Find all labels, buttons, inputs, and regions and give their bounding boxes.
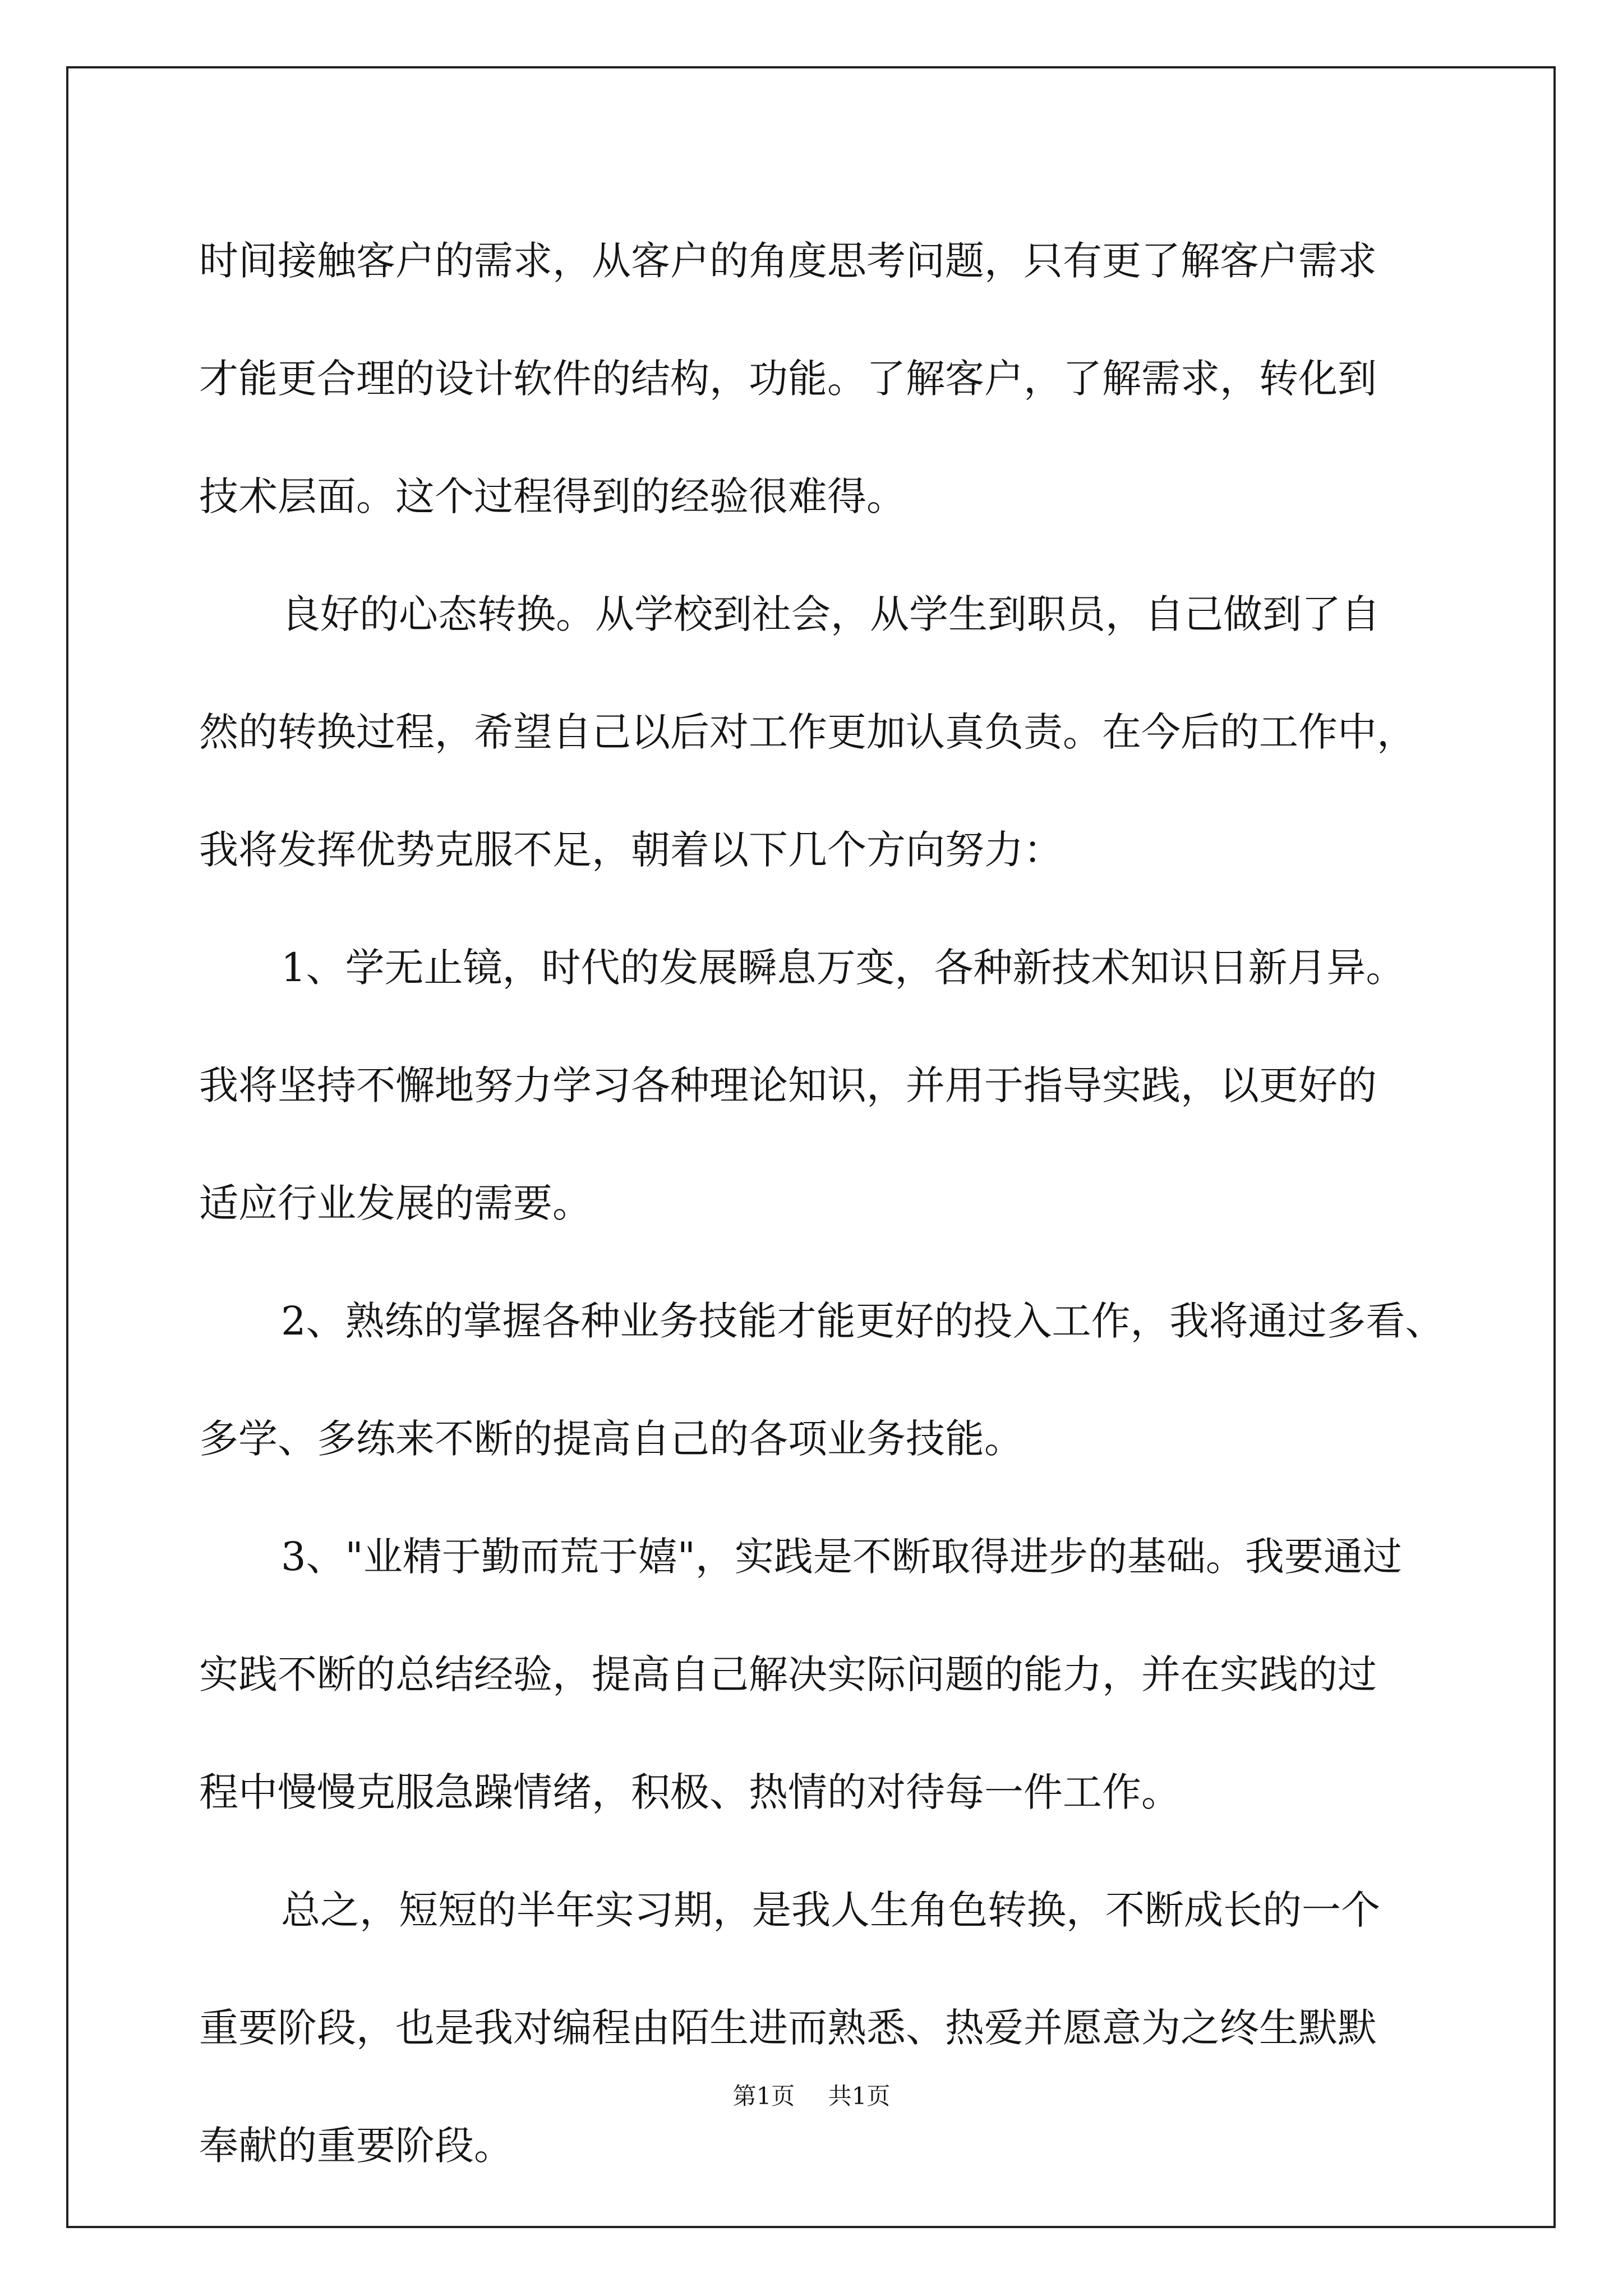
paragraph	[199, 202, 1433, 555]
page-footer	[0, 2078, 1623, 2111]
text-line: 才能更合理的设计软件的结构，功能。了解客户，了解需求，转化到	[199, 356, 1377, 402]
page-number: 第1页	[732, 2082, 795, 2110]
text-line: 适应行业发展的需要。	[199, 1180, 592, 1226]
document-body	[199, 202, 1445, 2205]
text-line: 重要阶段，也是我对编程由陌生进而熟悉、热爱并愿意为之终生默默	[199, 2005, 1377, 2051]
text-line: 然的转换过程，希望自己以后对工作更加认真负责。在今后的工作中，	[199, 709, 1416, 755]
paragraph	[199, 1851, 1433, 2205]
text-line: 实践不断的总结经验，提高自己解决实际问题的能力，并在实践的过	[199, 1651, 1377, 1697]
text-line: 3、"业精于勤而荒于嬉"，实践是不断取得进步的基础。我要通过	[281, 1534, 1402, 1580]
text-line: 时间接触客户的需求，从客户的角度思考问题，只有更了解客户需求	[199, 238, 1377, 284]
paragraph	[199, 1498, 1433, 1851]
paragraph	[199, 909, 1433, 1262]
text-line: 程中慢慢克服急躁情绪，积极、热情的对待每一件工作。	[199, 1769, 1181, 1815]
text-line: 奉献的重要阶段。	[199, 2123, 513, 2169]
paragraph	[199, 555, 1433, 909]
text-line: 我将发挥优势克服不足，朝着以下几个方向努力：	[199, 827, 1063, 873]
paragraph	[199, 1262, 1445, 1498]
text-line: 我将坚持不懈地努力学习各种理论知识，并用于指导实践，以更好的	[199, 1062, 1377, 1108]
text-line: 1、学无止镜，时代的发展瞬息万变，各种新技术知识日新月异。	[281, 945, 1405, 991]
text-line: 技术层面。这个过程得到的经验很难得。	[199, 473, 906, 519]
page-total: 共1页	[828, 2082, 891, 2110]
text-line: 多学、多练来不断的提高自己的各项业务技能。	[199, 1416, 1023, 1462]
text-line: 良好的心态转换。从学校到社会，从学生到职员，自己做到了自	[281, 591, 1380, 637]
text-line: 总之，短短的半年实习期，是我人生角色转换，不断成长的一个	[281, 1887, 1380, 1933]
text-line: 2、熟练的掌握各种业务技能才能更好的投入工作，我将通过多看、	[281, 1298, 1445, 1344]
